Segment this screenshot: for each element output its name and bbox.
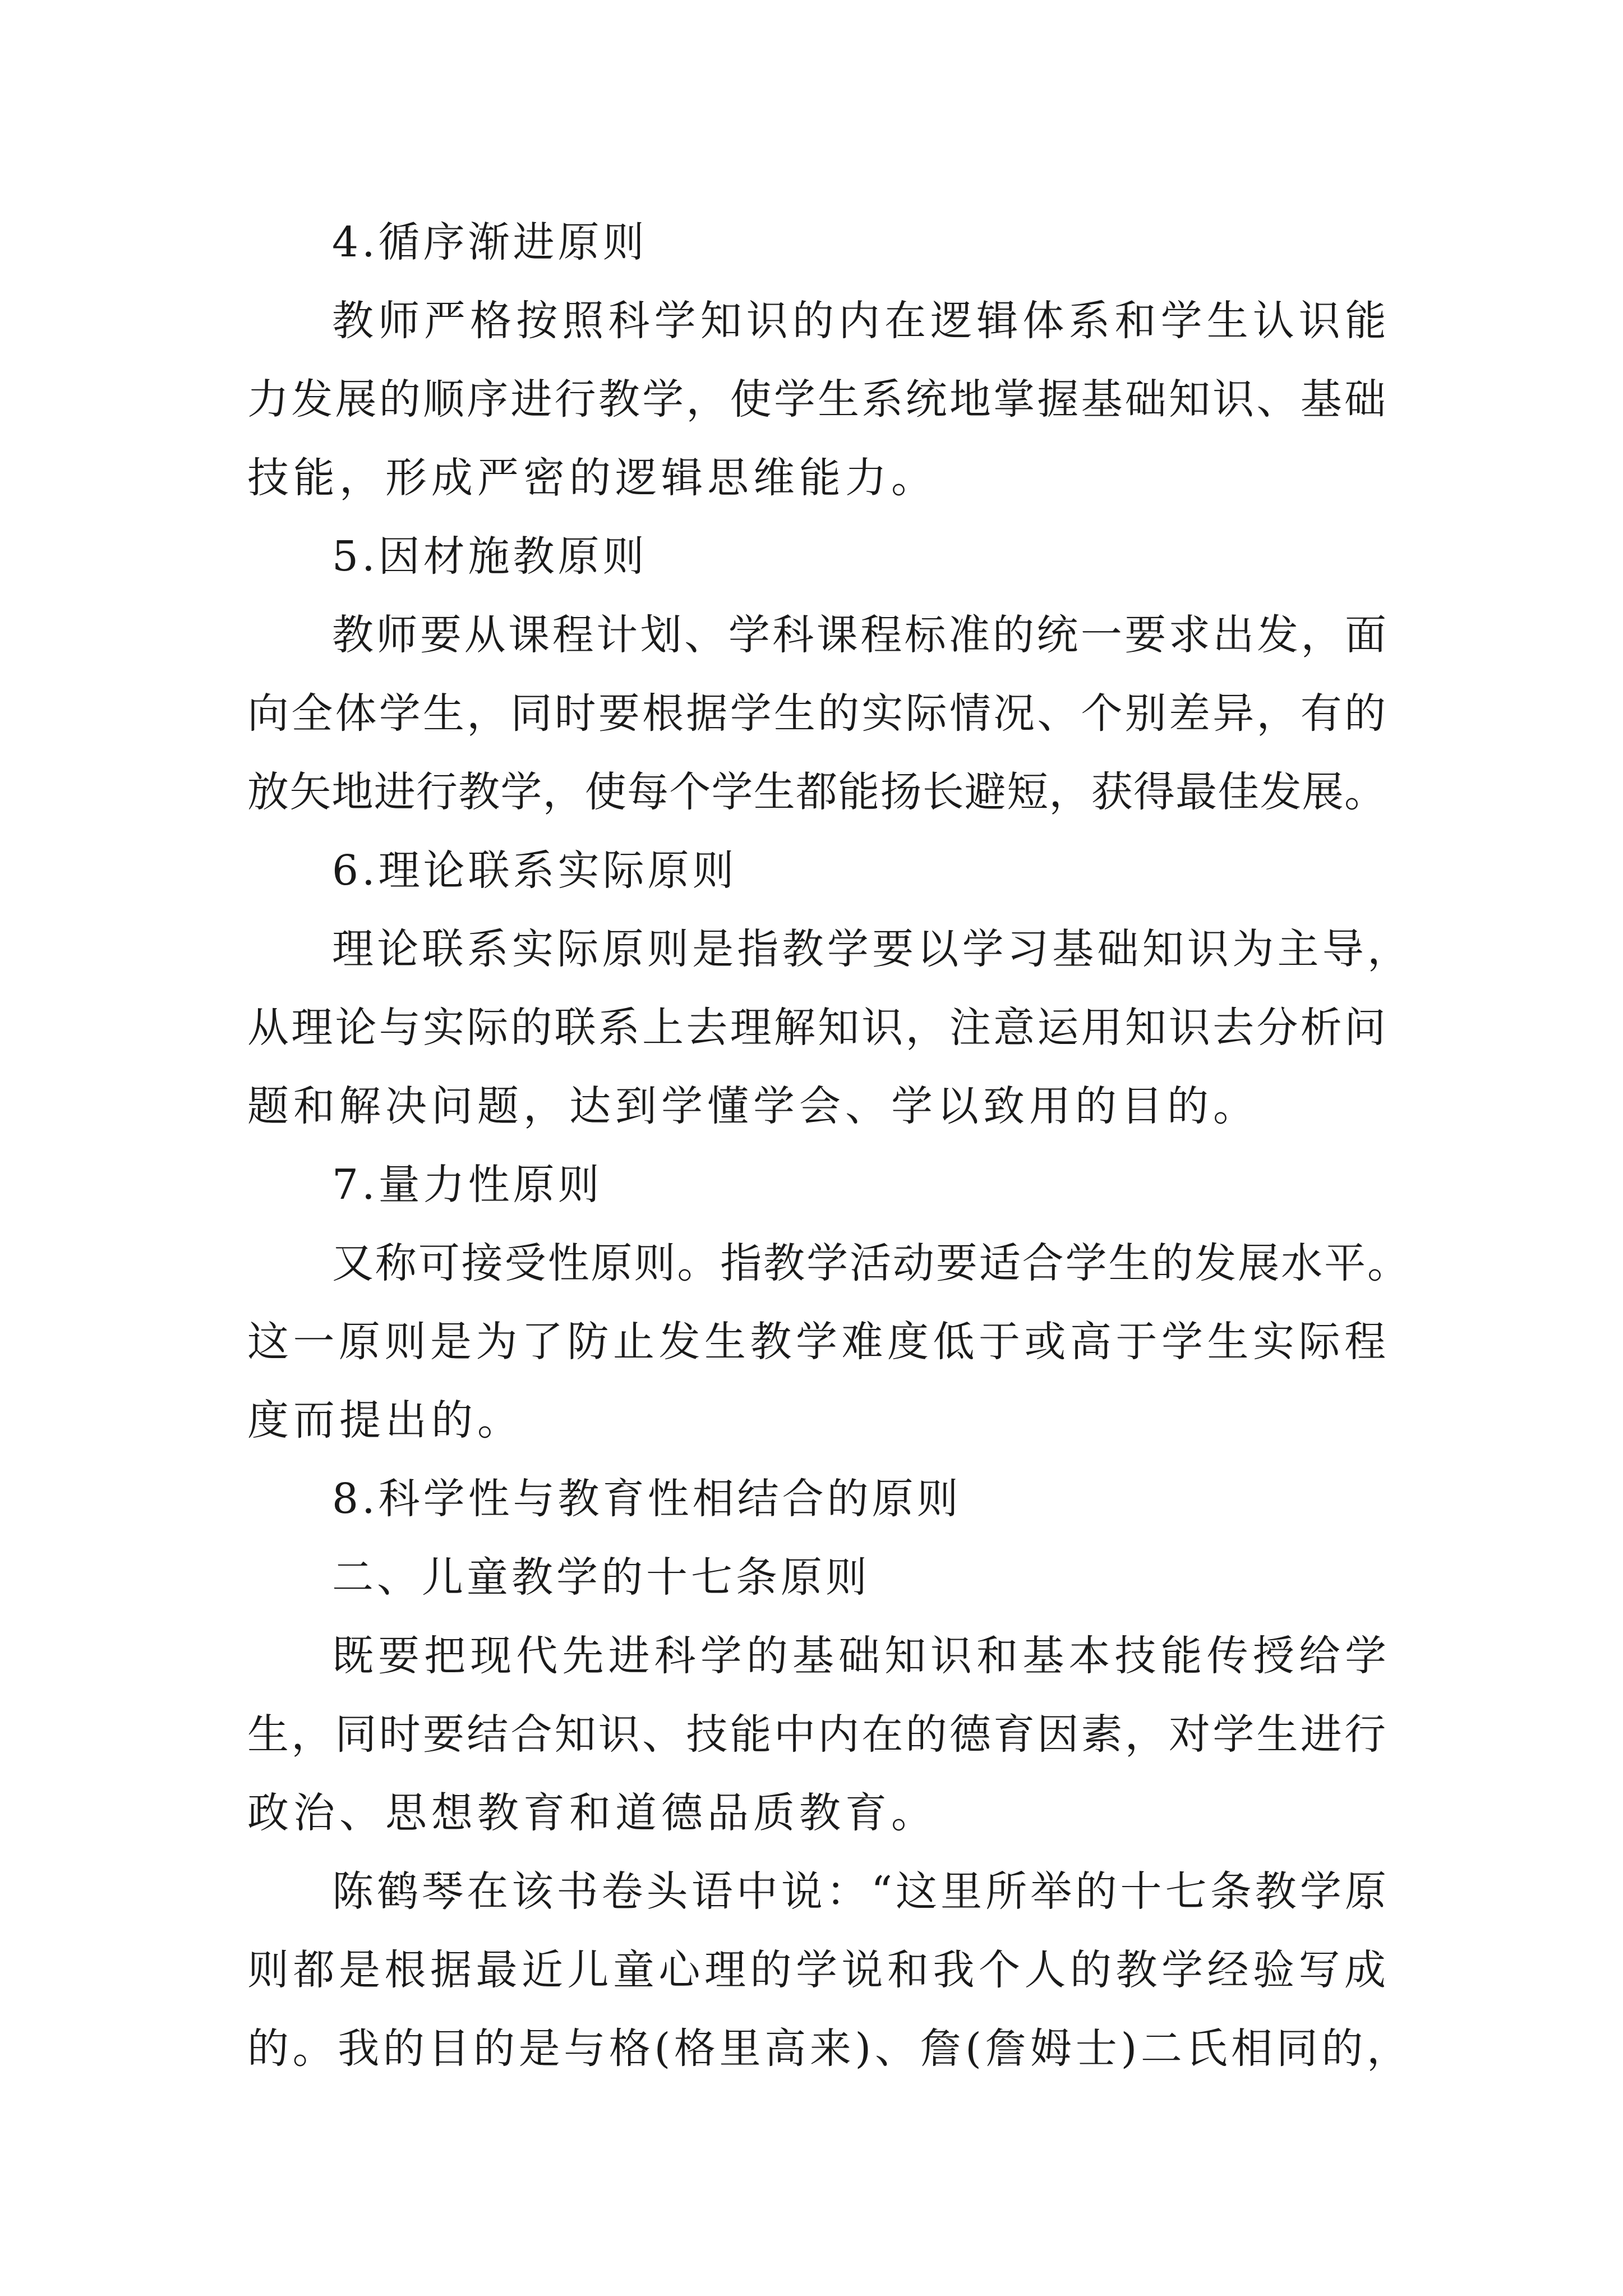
heading-individualized-teaching-principle: 5.因材施教原则 xyxy=(332,532,648,581)
heading-theory-practice-principle: 6.理论联系实际原则 xyxy=(332,846,737,895)
heading-science-education-principle: 8.科学性与教育性相结合的原则 xyxy=(332,1475,962,1523)
paragraph-line: 则都是根据最近儿童心理的学说和我个人的教学经验写成 xyxy=(247,1946,1386,1994)
paragraph-line: 教师严格按照科学知识的内在逻辑体系和学生认识能 xyxy=(332,297,1386,345)
paragraph-line: 从理论与实际的联系上去理解知识，注意运用知识去分析问 xyxy=(247,1004,1386,1052)
heading-acceptability-principle: 7.量力性原则 xyxy=(332,1161,603,1209)
paragraph-line: 放矢地进行教学，使每个学生都能扬长避短，获得最佳发展。 xyxy=(247,768,1386,816)
paragraph-line: 题和解决问题，达到学懂学会、学以致用的目的。 xyxy=(247,1082,1259,1130)
paragraph-line: 向全体学生，同时要根据学生的实际情况、个别差异，有的 xyxy=(247,689,1386,738)
heading-gradual-progress-principle: 4.循序渐进原则 xyxy=(332,218,648,266)
paragraph-line: 这一原则是为了防止发生教学难度低于或高于学生实际程 xyxy=(247,1318,1386,1366)
paragraph-line: 政治、思想教育和道德品质教育。 xyxy=(247,1789,937,1837)
paragraph-line: 陈鹤琴在该书卷头语中说：“这里所举的十七条教学原 xyxy=(332,1867,1386,1916)
section-heading-seventeen-principles: 二、儿童教学的十七条原则 xyxy=(332,1553,870,1602)
paragraph-line: 生，同时要结合知识、技能中内在的德育因素，对学生进行 xyxy=(247,1710,1386,1759)
paragraph-line: 技能，形成严密的逻辑思维能力。 xyxy=(247,454,937,502)
paragraph-line: 的。我的目的是与格(格里高来)、詹(詹姆士)二氏相同的， xyxy=(247,2024,1408,2073)
paragraph-line: 度而提出的。 xyxy=(247,1396,523,1444)
paragraph-line: 教师要从课程计划、学科课程标准的统一要求出发，面 xyxy=(332,611,1386,659)
paragraph-line: 力发展的顺序进行教学，使学生系统地掌握基础知识、基础 xyxy=(247,375,1386,424)
paragraph-line: 既要把现代先进科学的基础知识和基本技能传授给学 xyxy=(332,1632,1386,1680)
paragraph-line: 又称可接受性原则。指教学活动要适合学生的发展水平。 xyxy=(332,1239,1409,1287)
paragraph-line: 理论联系实际原则是指教学要以学习基础知识为主导， xyxy=(332,925,1409,973)
